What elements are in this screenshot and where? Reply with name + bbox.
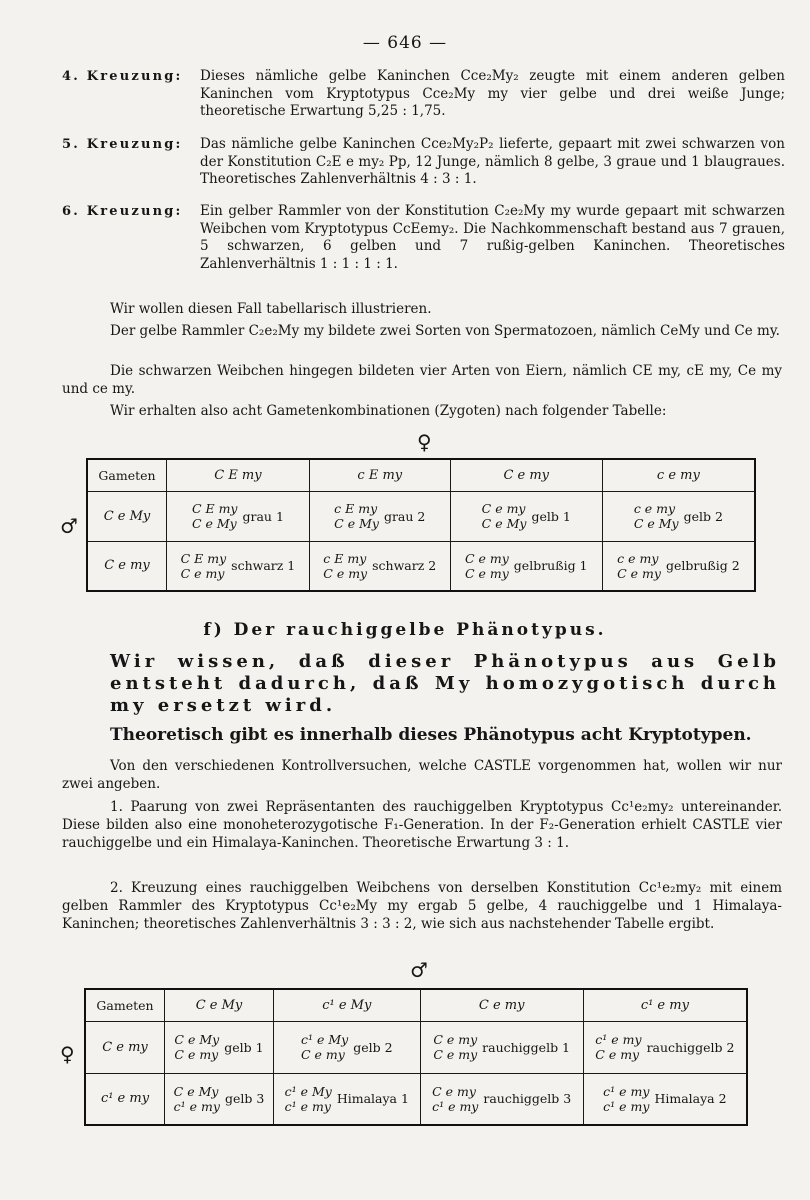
kreuzung-text: Dieses nämliche gelbe Kaninchen Cce₂My₂ zeugte mit einem anderen gelben Kaninchen vom Kryptotypus Cce₂My my vier gelbe und drei weiße Junge; theoretische Erwartung 5,25 : 1,75. <box>200 68 785 119</box>
column-header: c e my <box>602 459 755 491</box>
gamete-bottom: C e My <box>191 516 237 531</box>
row-header: C e My <box>87 491 167 541</box>
gamete-bottom: c¹ e my <box>432 1098 479 1114</box>
table-row <box>87 541 755 591</box>
column-header: C e my <box>450 459 602 491</box>
gamete-bottom: C e my <box>174 1047 219 1062</box>
paragraph: Wir wollen diesen Fall tabellarisch illustrieren. <box>110 301 432 317</box>
zygote-cell <box>450 541 602 591</box>
table-corner: Gameten <box>87 459 167 491</box>
column-header: c¹ e My <box>273 989 420 1021</box>
gamete-top: c e my <box>633 501 676 516</box>
phenotype-result: Himalaya 2 <box>654 1091 727 1107</box>
phenotype-result: gelb 1 <box>531 508 571 524</box>
gamete-bottom: C e My <box>633 516 679 531</box>
paragraph: Die schwarzen Weibchen hingegen bildeten vier Arten von Eiern, nämlich CE my, cE my, Ce my und ce my. <box>62 363 782 397</box>
paragraph: 2. Kreuzung eines rauchiggelben Weibchens von derselben Konstitution Cc¹e₂my₂ mit einem gelben Rammler des Kryptotypus Cc¹e₂My my ergab 5 gelbe, 4 rauchiggelbe und 1 Himalaya-Kaninchen; theoretisches Zahlenverhältnis 3 : 3 : 2, wie sich aus nachstehender Tabelle ergibt. <box>62 880 782 932</box>
kreuzung-label: 6. Kreuzung: <box>62 204 183 219</box>
zygote-cell <box>583 1073 747 1125</box>
row-header: c¹ e my <box>85 1073 165 1125</box>
zygote-cell <box>273 1021 420 1073</box>
phenotype-result: grau 2 <box>383 508 426 524</box>
zygote-cell <box>309 541 450 591</box>
gamete-top: c¹ e my <box>603 1083 650 1099</box>
gamete-bottom: c¹ e my <box>603 1098 650 1114</box>
phenotype-result: schwarz 1 <box>231 558 296 574</box>
table-row <box>85 1021 747 1073</box>
gamete-top: c E my <box>334 501 378 516</box>
gamete-bottom: C e my <box>617 565 661 581</box>
kreuzung-label: 5. Kreuzung: <box>62 137 183 152</box>
gamete-top: c e my <box>617 550 659 566</box>
paragraph: Der gelbe Rammler C₂e₂My my bildete zwei Sorten von Spermatozoen, nämlich CeMy und Ce my. <box>110 323 780 339</box>
table-row <box>87 491 755 541</box>
zygote-cell <box>167 491 310 541</box>
kreuzung-text: Ein gelber Rammler von der Konstitution C₂e₂My my wurde gepaart mit schwarzen Weibchen vom Kryptotypus CcEemy₂. Die Nachkommenschaft bestand aus 7 grauen, 5 schwarzen, 6 gelben und 7 rußig-gelben Kaninchen. Theoretisches Zahlenverhältnis 1 : 1 : 1 : 1. <box>200 203 785 272</box>
phenotype-result: gelbrußig 1 <box>513 558 588 574</box>
section-heading: f) Der rauchiggelbe Phänotypus. <box>203 620 607 640</box>
male-symbol: ♂ <box>410 958 428 982</box>
zygote-cell <box>602 491 755 541</box>
zygote-cell <box>420 1021 583 1073</box>
row-header: C e my <box>85 1021 165 1073</box>
gamete-bottom: C e my <box>464 565 509 581</box>
zygote-cell <box>165 1021 274 1073</box>
gamete-top: c¹ e My <box>284 1083 332 1099</box>
zygote-cell <box>273 1073 420 1125</box>
kreuzung-label: 4. Kreuzung: <box>62 69 183 84</box>
paragraph: Von den verschiedenen Kontrollversuchen, welche CASTLE vorgenommen hat, wollen wir nur zwei angeben. <box>62 758 782 792</box>
phenotype-result: rauchiggelb 3 <box>483 1091 572 1107</box>
gamete-bottom: c¹ e my <box>173 1098 220 1114</box>
zygote-cell <box>583 1021 747 1073</box>
phenotype-result: rauchiggelb 1 <box>482 1039 571 1055</box>
gamete-bottom: C e my <box>595 1047 640 1062</box>
gamete-top: c¹ e My <box>301 1032 349 1047</box>
gamete-table-1 <box>86 458 756 592</box>
phenotype-result: gelbrußig 2 <box>665 558 740 574</box>
table-row <box>85 1073 747 1125</box>
phenotype-result: gelb 2 <box>353 1039 393 1055</box>
gamete-top: C E my <box>191 501 238 516</box>
page-number: — 646 — <box>362 33 448 53</box>
gamete-table-2 <box>84 988 748 1126</box>
zygote-cell <box>167 541 310 591</box>
phenotype-result: rauchiggelb 2 <box>646 1039 735 1055</box>
phenotype-result: grau 1 <box>242 508 284 524</box>
phenotype-result: gelb 3 <box>224 1091 265 1107</box>
zygote-cell <box>420 1073 583 1125</box>
column-header: c¹ e my <box>583 989 747 1021</box>
gamete-bottom: C e my <box>301 1047 345 1062</box>
column-header: C e My <box>165 989 274 1021</box>
gamete-bottom: C e My <box>481 516 527 531</box>
gamete-top: C e my <box>432 1083 476 1099</box>
gamete-bottom: c¹ e my <box>284 1098 331 1114</box>
gamete-top: C e My <box>173 1083 219 1099</box>
paragraph: Wir erhalten also acht Gametenkombinationen (Zygoten) nach folgender Tabelle: <box>110 403 667 419</box>
gamete-bottom: C e my <box>433 1047 478 1062</box>
gamete-top: c¹ e my <box>595 1032 642 1047</box>
gamete-top: C e My <box>174 1032 220 1047</box>
gamete-top: C e my <box>464 550 509 566</box>
table-corner: Gameten <box>85 989 165 1021</box>
female-symbol: ♀ <box>417 430 432 454</box>
row-header: C e my <box>87 541 167 591</box>
phenotype-result: gelb 1 <box>224 1039 264 1055</box>
zygote-cell <box>450 491 602 541</box>
phenotype-result: schwarz 2 <box>372 558 437 574</box>
column-header: C E my <box>167 459 310 491</box>
zygote-cell <box>165 1073 274 1125</box>
gamete-top: C e my <box>481 501 526 516</box>
column-header: C e my <box>420 989 583 1021</box>
gamete-top: C e my <box>433 1032 478 1047</box>
female-symbol: ♀ <box>60 1042 75 1066</box>
column-header: c E my <box>309 459 450 491</box>
emphasis-paragraph: Wir wissen, daß dieser Phänotypus aus Gelb entsteht dadurch, daß My homozygotisch durch my ersetzt wird. <box>110 651 780 716</box>
kreuzung-text: Das nämliche gelbe Kaninchen Cce₂My₂P₂ lieferte, gepaart mit zwei schwarzen von der Konstitution C₂E e my₂ Pp, 12 Junge, nämlich 8 gelbe, 3 graue und 1 blaugraues. Theoretisches Zahlenverhältnis 4 : 3 : 1. <box>200 136 785 187</box>
zygote-cell <box>309 491 450 541</box>
gamete-bottom: C e my <box>323 565 368 581</box>
male-symbol: ♂ <box>60 514 78 538</box>
gamete-bottom: C e my <box>180 565 225 581</box>
gamete-top: C E my <box>180 550 227 566</box>
gamete-bottom: C e My <box>334 516 379 531</box>
phenotype-result: gelb 2 <box>683 508 723 524</box>
phenotype-result: Himalaya 1 <box>336 1091 409 1107</box>
emphasis-paragraph-2: Theoretisch gibt es innerhalb dieses Phänotypus acht Kryptotypen. <box>110 725 752 745</box>
gamete-top: c E my <box>323 550 367 566</box>
zygote-cell <box>602 541 755 591</box>
paragraph: 1. Paarung von zwei Repräsentanten des rauchiggelben Kryptotypus Cc¹e₂my₂ untereinander. Diese bilden also eine monoheterozygotische F₁-Generation. In der F₂-Generation erhielt CASTLE vier rauchiggelbe und ein Himalaya-Kaninchen. Theoretische Erwartung 3 : 1. <box>62 799 782 851</box>
